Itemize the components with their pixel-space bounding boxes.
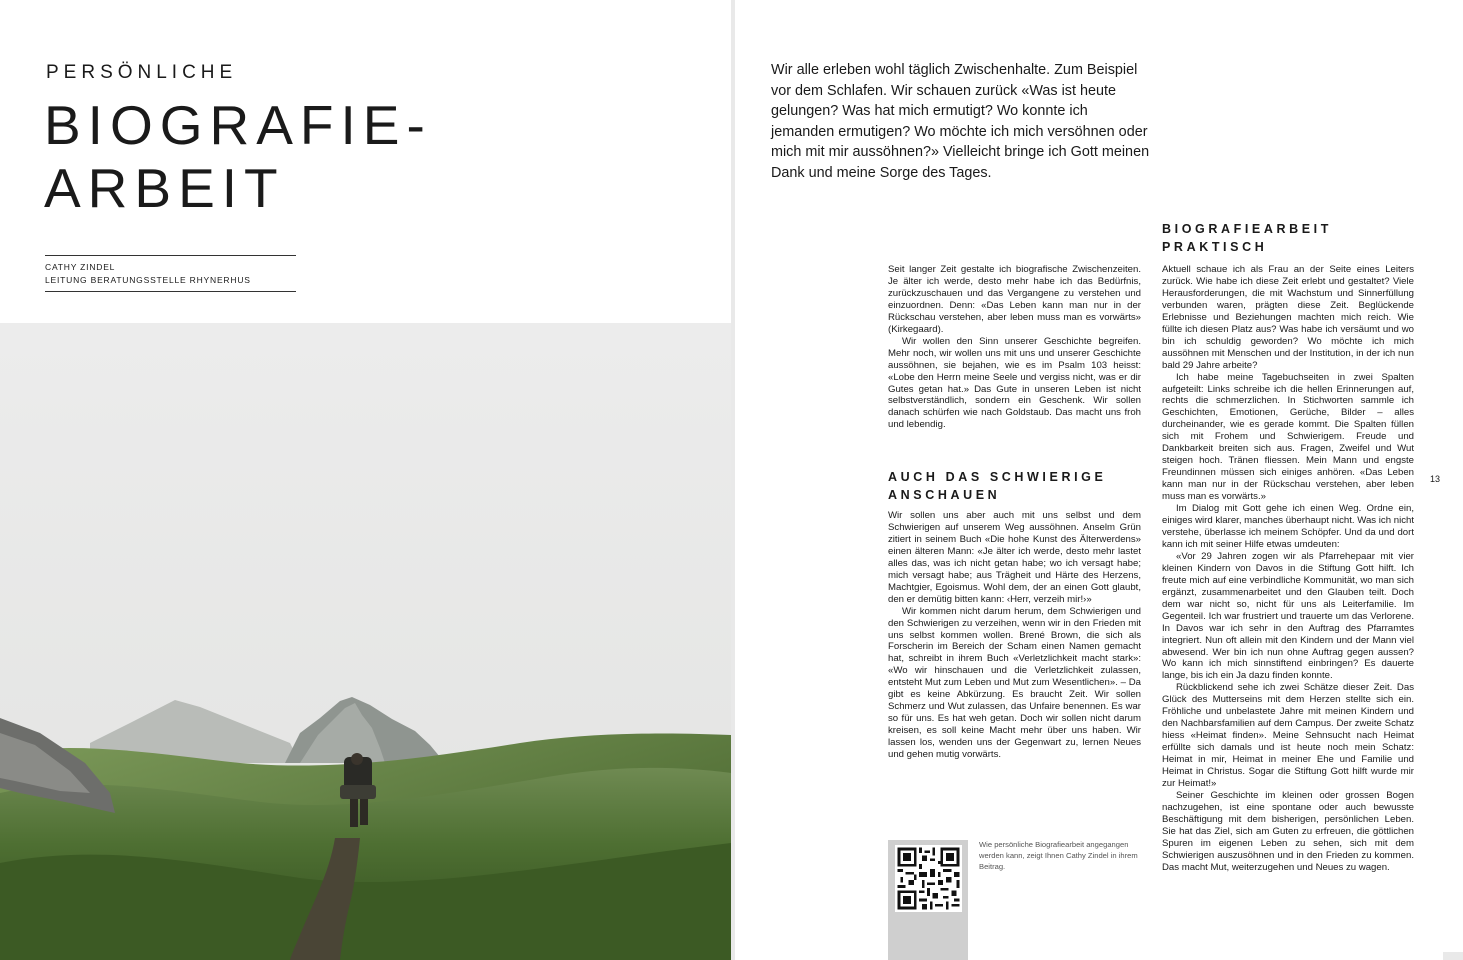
intro-paragraph: Wir alle erleben wohl täglich Zwischenhalte. Zum Beispiel vor dem Schlafen. Wir schauen zurück «Was ist heute gelungen? Was hat mich ermutigt? Wo konnte ich jemanden ermutigen? Wo möchte ich mich versöhnen oder mich mit mir aussöhnen?» Vielleicht bringe ich Gott meinen Dank und meine Sorge des Tages.	[771, 62, 1150, 181]
body-paragraph: Ich habe meine Tagebuchseiten in zwei Spalten aufgeteilt: Links schreibe ich die hellen Erinnerungen auf, rechts die schmerzlichen. In Stichworten sammle ich Geschichten, Emotionen, Gerüche, Bilder – alles durcheinander, wie es gerade kommt. Die Spalten füllen sich mit Frohem und Schwierigem. Freude und Dankbarkeit breiten sich aus. Fragen, Zweifel und Wut steigen hoch. Tränen fliessen. Mein Mann und engste Freundinnen müssen sich einiges anhören. «Das Leben kann man nur in der Rückschau verstehen, aber leben muss man es vorwärts.»	[1162, 371, 1414, 503]
section-heading-schwierige	[888, 468, 1106, 504]
body-paragraph: Wir kommen nicht darum herum, dem Schwierigen und den Schwierigen zu verzeihen, wenn wir in den Frieden mit uns selbst kommen wollen. Brené Brown, die sich als Forscherin im Bereich der Scham einen Namen gemacht hat, schreibt in ihrem Buch «Verletzlichkeit macht stark»: «Wo wir hinschauen und die Verletzlichkeit zulassen, entsteht Mut zum Leben und Mut zum Wesentlichen». – Da gibt es keine Abkürzung. Es braucht Zeit. Wir sollen Schmerz und Wut zulassen, das Unfaire benennen. Es war so für uns. Es hat weh getan. Doch wir sollen nicht darum kreisen, es soll keine Macht mehr über uns haben. Wir lassen los, wenden uns der Gegenwart zu, lernen Neues und gehen mutig vorwärts.	[888, 605, 1141, 761]
heading-line: BIOGRAFIEARBEIT	[1162, 222, 1332, 236]
body-column-1	[888, 264, 1141, 431]
article-kicker: PERSÖNLICHE	[46, 62, 238, 83]
body-column-2	[1162, 264, 1414, 874]
body-paragraph: Wir sollen uns aber auch mit uns selbst und dem Schwierigen auf unserem Weg aussöhnen. Anselm Grün zitiert in seinem Buch «Die hohe Kunst des Älterwerdens» einen älteren Mann: «Je älter ich werde, desto mehr lastet alles das, was ich nicht getan habe; wo ich versagt habe; mich versagt habe; aus Trägheit und Härte des Herzens, Machtgier, Egoismus. Wohl dem, der an einen Gott glaubt, den er demütig bitten kann: ‹Herr, verzeih mir!›»	[888, 510, 1141, 605]
body-paragraph: Rückblickend sehe ich zwei Schätze dieser Zeit. Das Glück des Mutterseins mit dem Herzen stellte sich ein. Fröhliche und unbelastete Jahre mit meinen Kindern und den Nachbarsfamilien auf dem Campus. Der zweite Schatz hiess «Heimat finden». Meine Sehnsucht nach Heimat erfüllte sich damals und ist heute noch mein Schatz: Heimat in mir, Heimat in meiner Ehe und Familie und Heimat in Christus. Sogar die Stiftung Gott hilft wurde mir zur Heimat!»	[1162, 682, 1414, 789]
hiker-mountain-photo	[0, 323, 731, 960]
body-column-1-continued	[888, 510, 1141, 761]
author-role: LEITUNG BERATUNGSSTELLE RHYNERHUS	[45, 275, 251, 285]
qr-code-icon[interactable]	[895, 845, 962, 912]
body-paragraph: Seiner Geschichte im kleinen oder grossen Bogen nachzugehen, ist eine spontane oder auch bewusste Beschäftigung mit dem bisherigen, persönlichen Leben. Sie hat das Ziel, sich am Guten zu erfreuen, die göttlichen Spuren im eigenen Leben zu sehen, sich mit dem Schwierigen auszusöhnen und in den Frieden zu kommen. Das macht Mut, weiterzugehen und Neues zu wagen.	[1162, 789, 1414, 873]
body-paragraph: Wir wollen den Sinn unserer Geschichte begreifen. Mehr noch, wir wollen uns mit uns und unserer Geschichte aussöhnen, sie bejahen, wie es im Psalm 103 heisst: «Lobe den Herrn meine Seele und vergiss nicht, was er dir Gutes getan hat.» Das Gute in unseren Leben ist nicht selbstverständlich, sondern ein Geschenk. Wir sollen danach schürfen wie nach Goldstaub. Das macht uns froh und lebendig.	[888, 335, 1141, 431]
title-line: ARBEIT	[44, 157, 285, 219]
body-paragraph: «Vor 29 Jahren zogen wir als Pfarrehepaar mit vier kleinen Kindern von Davos in die Stiftung Gott hilft. Ich freute mich auf eine verbindliche Kommunität, wo man sich ergänzt, zusammenarbeitet und den Glauben teilt. Doch dem war nicht so, nicht für uns als Leiterfamilie. Im Gegenteil. Ich war frustriert und trauerte um das Verlorene. In Davos war ich sehr in den Auftrag des Pfarramtes integriert. Nun oft allein mit den Kindern und der Mann viel abwesend. Wer bin ich nun ohne Auftrag gegen aussen? Wo kann ich mich sinnstiftend einbringen? Es dauerte lange, bis ich ein Ja dazu finden konnte.	[1162, 550, 1414, 682]
body-paragraph: Aktuell schaue ich als Frau an der Seite eines Leiters zurück. Wie habe ich diese Zeit erlebt und gestaltet? Viele Herausforderungen, die mit Wachstum und Sinnerfüllung verbunden waren, prägten diese Zeit. Beglückende Erlebnisse und Beziehungen machten mich reich. Wie füllte ich diesen Platz aus? Was habe ich versäumt und wo bin ich schuldig geworden? Wo möchte ich mich aussöhnen mit Menschen und der Institution, in der ich nun bald 29 Jahre arbeite?	[1162, 264, 1414, 371]
article-title	[44, 94, 432, 220]
section-heading-praktisch	[1162, 220, 1332, 256]
heading-line: AUCH DAS SCHWIERIGE	[888, 470, 1107, 484]
body-paragraph: Im Dialog mit Gott gehe ich einen Weg. Ordne ein, einiges wird klarer, manches überhaupt nicht. Was ich nicht verstehe, überlasse ich meinem Schöpfer. Und da und dort kann ich mit seiner Hilfe etwas umdeuten:	[1162, 503, 1414, 550]
heading-line: ANSCHAUEN	[888, 488, 1001, 502]
qr-caption: Wie persönliche Biografiearbeit angegangen werden kann, zeigt Ihnen Cathy Zindel in ihrem Beitrag.	[979, 840, 1138, 872]
right-page	[735, 0, 1463, 960]
qr-panel	[888, 840, 968, 960]
byline	[45, 255, 296, 292]
body-paragraph: Seit langer Zeit gestalte ich biografische Zwischenzeiten. Je älter ich werde, desto mehr habe ich das Bedürfnis, zurückzuschauen und das Vergangene zu verstehen und einzuordnen. Denn: «Das Leben kann man nur in der Rückschau verstehen, aber leben muss man es vorwärts» (Kirkegaard).	[888, 264, 1141, 335]
title-line: BIOGRAFIE-	[44, 94, 432, 156]
left-page	[0, 0, 731, 960]
page-corner	[1443, 952, 1463, 960]
page-number: 13	[1430, 474, 1441, 484]
author-name: CATHY ZINDEL	[45, 262, 116, 272]
heading-line: PRAKTISCH	[1162, 240, 1268, 254]
